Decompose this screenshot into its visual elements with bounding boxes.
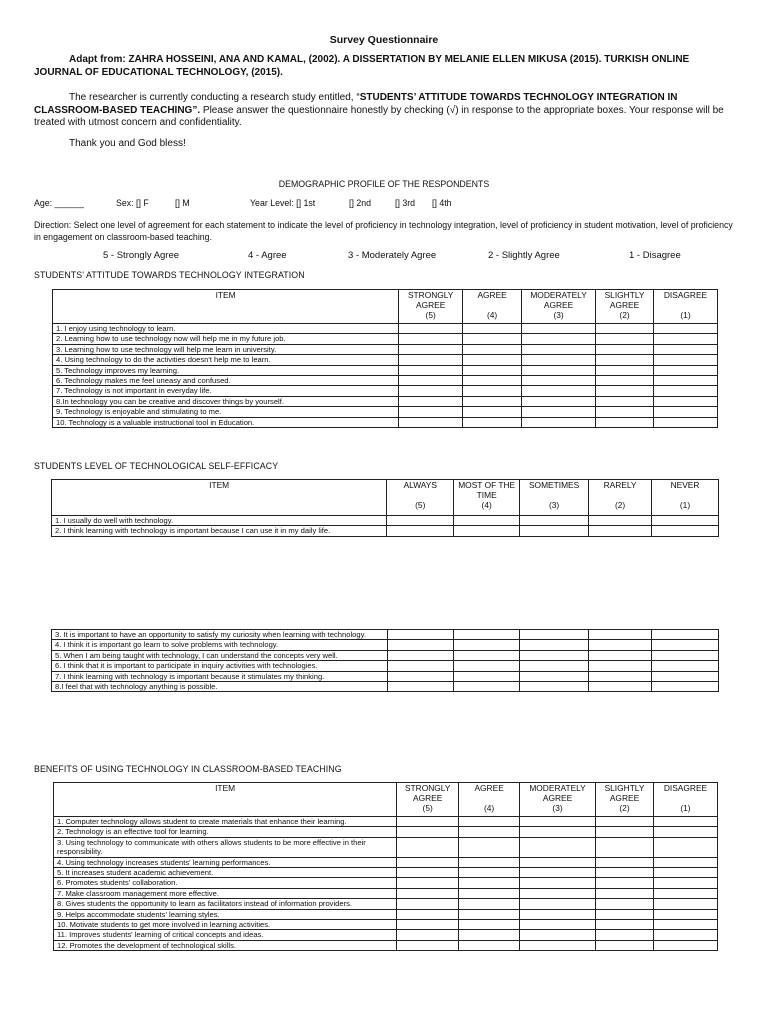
response-checkbox[interactable]	[454, 682, 520, 692]
col-moderately-agree: MODERATELY AGREE (3)	[520, 783, 596, 817]
response-checkbox[interactable]	[596, 920, 654, 930]
response-checkbox[interactable]	[459, 930, 520, 940]
item-text: 6. Technology makes me feel uneasy and confused.	[53, 376, 399, 386]
col-disagree: DISAGREE (1)	[654, 290, 718, 324]
response-checkbox[interactable]	[654, 417, 718, 427]
response-checkbox[interactable]	[653, 940, 717, 950]
response-checkbox[interactable]	[397, 868, 459, 878]
response-checkbox[interactable]	[459, 920, 520, 930]
table-row	[54, 920, 718, 930]
item-text: 8. Gives students the opportunity to learn as facilitators instead of information providers.	[54, 899, 397, 909]
response-checkbox[interactable]	[596, 817, 654, 827]
response-checkbox[interactable]	[463, 334, 522, 344]
response-checkbox[interactable]	[397, 878, 459, 888]
thanks-text: Thank you and God bless!	[69, 138, 186, 149]
response-checkbox[interactable]	[520, 857, 596, 867]
response-checkbox[interactable]	[387, 516, 454, 526]
response-checkbox[interactable]	[520, 661, 589, 671]
response-checkbox[interactable]	[397, 930, 459, 940]
response-checkbox[interactable]	[522, 386, 596, 396]
response-checkbox[interactable]	[459, 888, 520, 898]
col-strongly-agree: STRONGLY AGREE (5)	[397, 783, 459, 817]
adapt-note	[34, 54, 734, 79]
response-checkbox[interactable]	[596, 837, 654, 857]
response-checkbox[interactable]	[520, 940, 596, 950]
table-row	[54, 888, 718, 898]
table-row	[53, 334, 718, 344]
response-checkbox[interactable]	[459, 899, 520, 909]
item-text: 7. Technology is not important in everyday life.	[53, 386, 399, 396]
response-checkbox[interactable]	[397, 888, 459, 898]
table-row	[54, 868, 718, 878]
response-checkbox[interactable]	[459, 940, 520, 950]
response-checkbox[interactable]	[653, 899, 717, 909]
item-text: 3. It is important to have an opportunity to satisfy my curiosity when learning with technology.	[52, 630, 388, 640]
age-field[interactable]: Age: ______	[34, 198, 84, 208]
item-text: 5. Technology improves my learning.	[53, 365, 399, 375]
response-checkbox[interactable]	[397, 837, 459, 857]
response-checkbox[interactable]	[454, 650, 520, 660]
table-header-row	[52, 480, 719, 516]
response-checkbox[interactable]	[397, 940, 459, 950]
col-rarely: RARELY (2)	[589, 480, 652, 516]
benefits-table	[53, 782, 718, 951]
col-disagree: DISAGREE (1)	[653, 783, 717, 817]
response-checkbox[interactable]	[596, 909, 654, 919]
response-checkbox[interactable]	[397, 909, 459, 919]
response-checkbox[interactable]	[596, 355, 654, 365]
response-checkbox[interactable]	[596, 899, 654, 909]
response-checkbox[interactable]	[520, 878, 596, 888]
response-checkbox[interactable]	[520, 888, 596, 898]
response-checkbox[interactable]	[596, 940, 654, 950]
response-checkbox[interactable]	[399, 334, 463, 344]
response-checkbox[interactable]	[520, 671, 589, 681]
table-row	[52, 640, 719, 650]
response-checkbox[interactable]	[459, 909, 520, 919]
response-checkbox[interactable]	[520, 827, 596, 837]
item-text: 8.In technology you can be creative and discover things by yourself.	[53, 396, 399, 406]
col-item: ITEM	[52, 480, 387, 516]
response-checkbox[interactable]	[463, 365, 522, 375]
response-checkbox[interactable]	[596, 868, 654, 878]
response-checkbox[interactable]	[459, 868, 520, 878]
response-checkbox[interactable]	[522, 324, 596, 334]
response-checkbox[interactable]	[589, 671, 652, 681]
response-checkbox[interactable]	[520, 837, 596, 857]
response-checkbox[interactable]	[399, 324, 463, 334]
table-row	[53, 324, 718, 334]
table-header-row	[54, 783, 718, 817]
attitude-table	[52, 289, 718, 428]
response-checkbox[interactable]	[596, 324, 654, 334]
table-row	[54, 930, 718, 940]
table-row	[53, 417, 718, 427]
response-checkbox[interactable]	[653, 868, 717, 878]
response-checkbox[interactable]	[459, 837, 520, 857]
item-text: 4. Using technology to do the activities doesn't help me to learn.	[53, 355, 399, 365]
col-most-of-the-time: MOST OF THE TIME (4)	[454, 480, 520, 516]
item-text: 12. Promotes the development of technological skills.	[54, 940, 397, 950]
item-text: 2. I think learning with technology is important because I can use it in my daily life.	[52, 526, 387, 536]
response-checkbox[interactable]	[399, 376, 463, 386]
response-checkbox[interactable]	[463, 386, 522, 396]
response-checkbox[interactable]	[589, 640, 652, 650]
col-always: ALWAYS (5)	[387, 480, 454, 516]
col-slightly-agree: SLIGHTLY AGREE (2)	[596, 290, 654, 324]
response-checkbox[interactable]	[387, 630, 454, 640]
response-checkbox[interactable]	[520, 817, 596, 827]
response-checkbox[interactable]	[596, 417, 654, 427]
response-checkbox[interactable]	[589, 630, 652, 640]
response-checkbox[interactable]	[399, 386, 463, 396]
response-checkbox[interactable]	[459, 817, 520, 827]
response-checkbox[interactable]	[459, 857, 520, 867]
response-checkbox[interactable]	[520, 516, 589, 526]
item-text: 1. I usually do well with technology.	[52, 516, 387, 526]
table-row	[53, 344, 718, 354]
item-text: 9. Helps accommodate students' learning styles.	[54, 909, 397, 919]
response-checkbox[interactable]	[454, 671, 520, 681]
response-checkbox[interactable]	[596, 334, 654, 344]
item-text: 3. Using technology to communicate with others allows students to be more effective in their responsibility.	[54, 837, 397, 857]
response-checkbox[interactable]	[652, 650, 719, 660]
year-1st-checkbox[interactable]: Year Level: [] 1st	[250, 198, 316, 208]
response-checkbox[interactable]	[653, 817, 717, 827]
scale-item: 1 - Disagree	[629, 250, 681, 261]
adapt-label: Adapt from:	[69, 54, 126, 65]
table-row	[54, 940, 718, 950]
response-checkbox[interactable]	[520, 920, 596, 930]
section2-heading: STUDENTS LEVEL OF TECHNOLOGICAL SELF-EFFICACY	[34, 461, 279, 471]
response-checkbox[interactable]	[387, 650, 454, 660]
response-checkbox[interactable]	[522, 344, 596, 354]
response-checkbox[interactable]	[454, 526, 520, 536]
col-strongly-agree: STRONGLY AGREE (5)	[399, 290, 463, 324]
response-checkbox[interactable]	[653, 857, 717, 867]
response-checkbox[interactable]	[454, 661, 520, 671]
response-checkbox[interactable]	[463, 376, 522, 386]
response-checkbox[interactable]	[520, 640, 589, 650]
response-checkbox[interactable]	[589, 516, 652, 526]
item-text: 5. When I am being taught with technology, I can understand the concepts very well.	[52, 650, 388, 660]
response-checkbox[interactable]	[654, 376, 718, 386]
response-checkbox[interactable]	[652, 516, 719, 526]
response-checkbox[interactable]	[463, 407, 522, 417]
table-row	[54, 899, 718, 909]
response-checkbox[interactable]	[399, 407, 463, 417]
col-item: ITEM	[54, 783, 397, 817]
response-checkbox[interactable]	[654, 324, 718, 334]
item-text: 4. I think it is important go learn to solve problems with technology.	[52, 640, 388, 650]
table-row	[52, 671, 719, 681]
col-item: ITEM	[53, 290, 399, 324]
self-efficacy-table-a	[51, 479, 719, 537]
year-2nd-checkbox[interactable]: [] 2nd	[349, 198, 372, 208]
year-3rd-checkbox[interactable]: [] 3rd	[395, 198, 416, 208]
response-checkbox[interactable]	[654, 355, 718, 365]
response-checkbox[interactable]	[596, 396, 654, 406]
response-checkbox[interactable]	[654, 344, 718, 354]
item-text: 4. Using technology increases students' learning performances.	[54, 857, 397, 867]
demographic-heading: DEMOGRAPHIC PROFILE OF THE RESPONDENTS	[278, 179, 490, 189]
response-checkbox[interactable]	[596, 386, 654, 396]
item-text: 11. Improves students' learning of critical concepts and ideas.	[54, 930, 397, 940]
item-text: 7. Make classroom management more effective.	[54, 888, 397, 898]
response-checkbox[interactable]	[454, 630, 520, 640]
col-slightly-agree: SLIGHTLY AGREE (2)	[596, 783, 654, 817]
response-checkbox[interactable]	[387, 671, 454, 681]
sex-m-checkbox[interactable]: [] M	[175, 198, 190, 208]
response-checkbox[interactable]	[596, 376, 654, 386]
response-checkbox[interactable]	[399, 365, 463, 375]
col-agree: AGREE (4)	[459, 783, 520, 817]
response-checkbox[interactable]	[653, 827, 717, 837]
table-row	[54, 837, 718, 857]
self-efficacy-table-b	[51, 629, 719, 692]
response-checkbox[interactable]	[589, 682, 652, 692]
item-text: 2. Technology is an effective tool for learning.	[54, 827, 397, 837]
item-text: 10. Technology is a valuable instructional tool in Education.	[53, 417, 399, 427]
response-checkbox[interactable]	[652, 682, 719, 692]
item-text: 9. Technology is enjoyable and stimulating to me.	[53, 407, 399, 417]
scale-item: 4 - Agree	[248, 250, 287, 261]
scale-item: 5 - Strongly Agree	[103, 250, 180, 261]
response-checkbox[interactable]	[520, 526, 589, 536]
response-checkbox[interactable]	[653, 878, 717, 888]
table-row	[54, 817, 718, 827]
response-checkbox[interactable]	[596, 344, 654, 354]
table-row	[54, 857, 718, 867]
study-title: STUDENTS’ ATTITUDE TOWARDS TECHNOLOGY INTEGRATION IN CLASSROOM-BASED TEACHING”.	[34, 92, 678, 116]
response-checkbox[interactable]	[522, 407, 596, 417]
direction-text: Direction: Select one level of agreement for each statement to indicate the level of proficiency in technology integration, level of proficiency in student motivation, level of proficiency in engagement on classroom-based teaching.	[34, 220, 733, 242]
item-text: 1. Computer technology allows student to create materials that enhance their learning.	[54, 817, 397, 827]
response-checkbox[interactable]	[397, 817, 459, 827]
response-checkbox[interactable]	[459, 878, 520, 888]
item-text: 7. I think learning with technology is important because it stimulates my thinking.	[52, 671, 388, 681]
response-checkbox[interactable]	[654, 396, 718, 406]
response-checkbox[interactable]	[520, 868, 596, 878]
table-row	[54, 878, 718, 888]
response-checkbox[interactable]	[589, 526, 652, 536]
response-checkbox[interactable]	[459, 827, 520, 837]
item-text: 6. I think that it is important to participate in inquiry activities with technologies.	[52, 661, 388, 671]
table-row	[54, 909, 718, 919]
response-checkbox[interactable]	[654, 334, 718, 344]
response-checkbox[interactable]	[654, 365, 718, 375]
scale-item: 2 - Slightly Agree	[488, 250, 560, 261]
intro-post: Please answer the questionnaire honestly by checking (√) in response to the appropriate boxes. Your response will be treated with utmost concern and confidentiality.	[34, 104, 724, 128]
response-checkbox[interactable]	[454, 640, 520, 650]
item-text: 10. Motivate students to get more involved in learning activities.	[54, 920, 397, 930]
response-checkbox[interactable]	[387, 661, 454, 671]
response-checkbox[interactable]	[520, 909, 596, 919]
item-text: 3. Learning how to use technology will help me learn in university.	[53, 344, 399, 354]
item-text: 2. Learning how to use technology now will help me in my future job.	[53, 334, 399, 344]
table-row	[52, 661, 719, 671]
response-checkbox[interactable]	[520, 899, 596, 909]
response-checkbox[interactable]	[520, 630, 589, 640]
response-checkbox[interactable]	[520, 930, 596, 940]
response-checkbox[interactable]	[653, 837, 717, 857]
table-row	[53, 407, 718, 417]
response-checkbox[interactable]	[652, 630, 719, 640]
response-checkbox[interactable]	[596, 827, 654, 837]
response-checkbox[interactable]	[522, 334, 596, 344]
response-checkbox[interactable]	[596, 407, 654, 417]
response-checkbox[interactable]	[397, 899, 459, 909]
response-checkbox[interactable]	[387, 682, 454, 692]
response-checkbox[interactable]	[596, 857, 654, 867]
col-moderately-agree: MODERATELY AGREE (3)	[522, 290, 596, 324]
sex-f-checkbox[interactable]: Sex: [] F	[116, 198, 149, 208]
response-checkbox[interactable]	[596, 365, 654, 375]
response-checkbox[interactable]	[399, 355, 463, 365]
page-title: Survey Questionnaire	[329, 34, 439, 46]
col-agree: AGREE (4)	[463, 290, 522, 324]
intro-paragraph	[34, 92, 734, 130]
item-text: 6. Promotes students' collaboration.	[54, 878, 397, 888]
item-text: 1. I enjoy using technology to learn.	[53, 324, 399, 334]
table-row	[52, 650, 719, 660]
response-checkbox[interactable]	[399, 417, 463, 427]
response-checkbox[interactable]	[652, 671, 719, 681]
table-row	[53, 376, 718, 386]
response-checkbox[interactable]	[589, 661, 652, 671]
response-checkbox[interactable]	[463, 324, 522, 334]
response-checkbox[interactable]	[596, 878, 654, 888]
intro-pre: The researcher is currently conducting a research study entitled, “	[69, 92, 360, 103]
table-row	[53, 386, 718, 396]
table-row	[52, 630, 719, 640]
response-checkbox[interactable]	[520, 682, 589, 692]
response-checkbox[interactable]	[589, 650, 652, 660]
response-checkbox[interactable]	[522, 365, 596, 375]
response-checkbox[interactable]	[653, 888, 717, 898]
response-checkbox[interactable]	[454, 516, 520, 526]
table-row	[53, 355, 718, 365]
response-checkbox[interactable]	[652, 640, 719, 650]
response-checkbox[interactable]	[463, 417, 522, 427]
response-checkbox[interactable]	[654, 386, 718, 396]
response-checkbox[interactable]	[653, 930, 717, 940]
response-checkbox[interactable]	[652, 661, 719, 671]
table-row	[54, 827, 718, 837]
response-checkbox[interactable]	[596, 930, 654, 940]
adapt-source: ZAHRA HOSSEINI, ANA AND KAMAL, (2002). A DISSERTATION BY MELANIE ELLEN MIKUSA (2015). TURKISH ONLINE JOURNAL OF EDUCATIONAL TECHNOLOGY, (2015).	[34, 54, 690, 78]
response-checkbox[interactable]	[399, 396, 463, 406]
col-never: NEVER (1)	[652, 480, 719, 516]
response-checkbox[interactable]	[522, 396, 596, 406]
scale-legend	[0, 250, 768, 262]
response-checkbox[interactable]	[654, 407, 718, 417]
response-checkbox[interactable]	[522, 417, 596, 427]
response-checkbox[interactable]	[397, 827, 459, 837]
item-text: 8.I feel that with technology anything is possible.	[52, 682, 388, 692]
response-checkbox[interactable]	[387, 526, 454, 536]
response-checkbox[interactable]	[397, 857, 459, 867]
response-checkbox[interactable]	[522, 355, 596, 365]
table-row	[53, 365, 718, 375]
section1-heading: STUDENTS' ATTITUDE TOWARDS TECHNOLOGY INTEGRATION	[34, 270, 305, 280]
item-text: 5. It increases student academic achievement.	[54, 868, 397, 878]
table-row	[52, 516, 719, 526]
response-checkbox[interactable]	[520, 650, 589, 660]
response-checkbox[interactable]	[652, 526, 719, 536]
response-checkbox[interactable]	[596, 888, 654, 898]
response-checkbox[interactable]	[653, 909, 717, 919]
table-row	[52, 682, 719, 692]
response-checkbox[interactable]	[463, 396, 522, 406]
section3-heading: BENEFITS OF USING TECHNOLOGY IN CLASSROOM-BASED TEACHING	[34, 764, 342, 774]
table-row	[53, 396, 718, 406]
scale-item: 3 - Moderately Agree	[348, 250, 437, 261]
response-checkbox[interactable]	[387, 640, 454, 650]
col-sometimes: SOMETIMES (3)	[520, 480, 589, 516]
table-header-row	[53, 290, 718, 324]
table-row	[52, 526, 719, 536]
response-checkbox[interactable]	[463, 355, 522, 365]
response-checkbox[interactable]	[397, 920, 459, 930]
response-checkbox[interactable]	[653, 920, 717, 930]
response-checkbox[interactable]	[463, 344, 522, 354]
response-checkbox[interactable]	[522, 376, 596, 386]
response-checkbox[interactable]	[399, 344, 463, 354]
year-4th-checkbox[interactable]: [] 4th	[432, 198, 452, 208]
